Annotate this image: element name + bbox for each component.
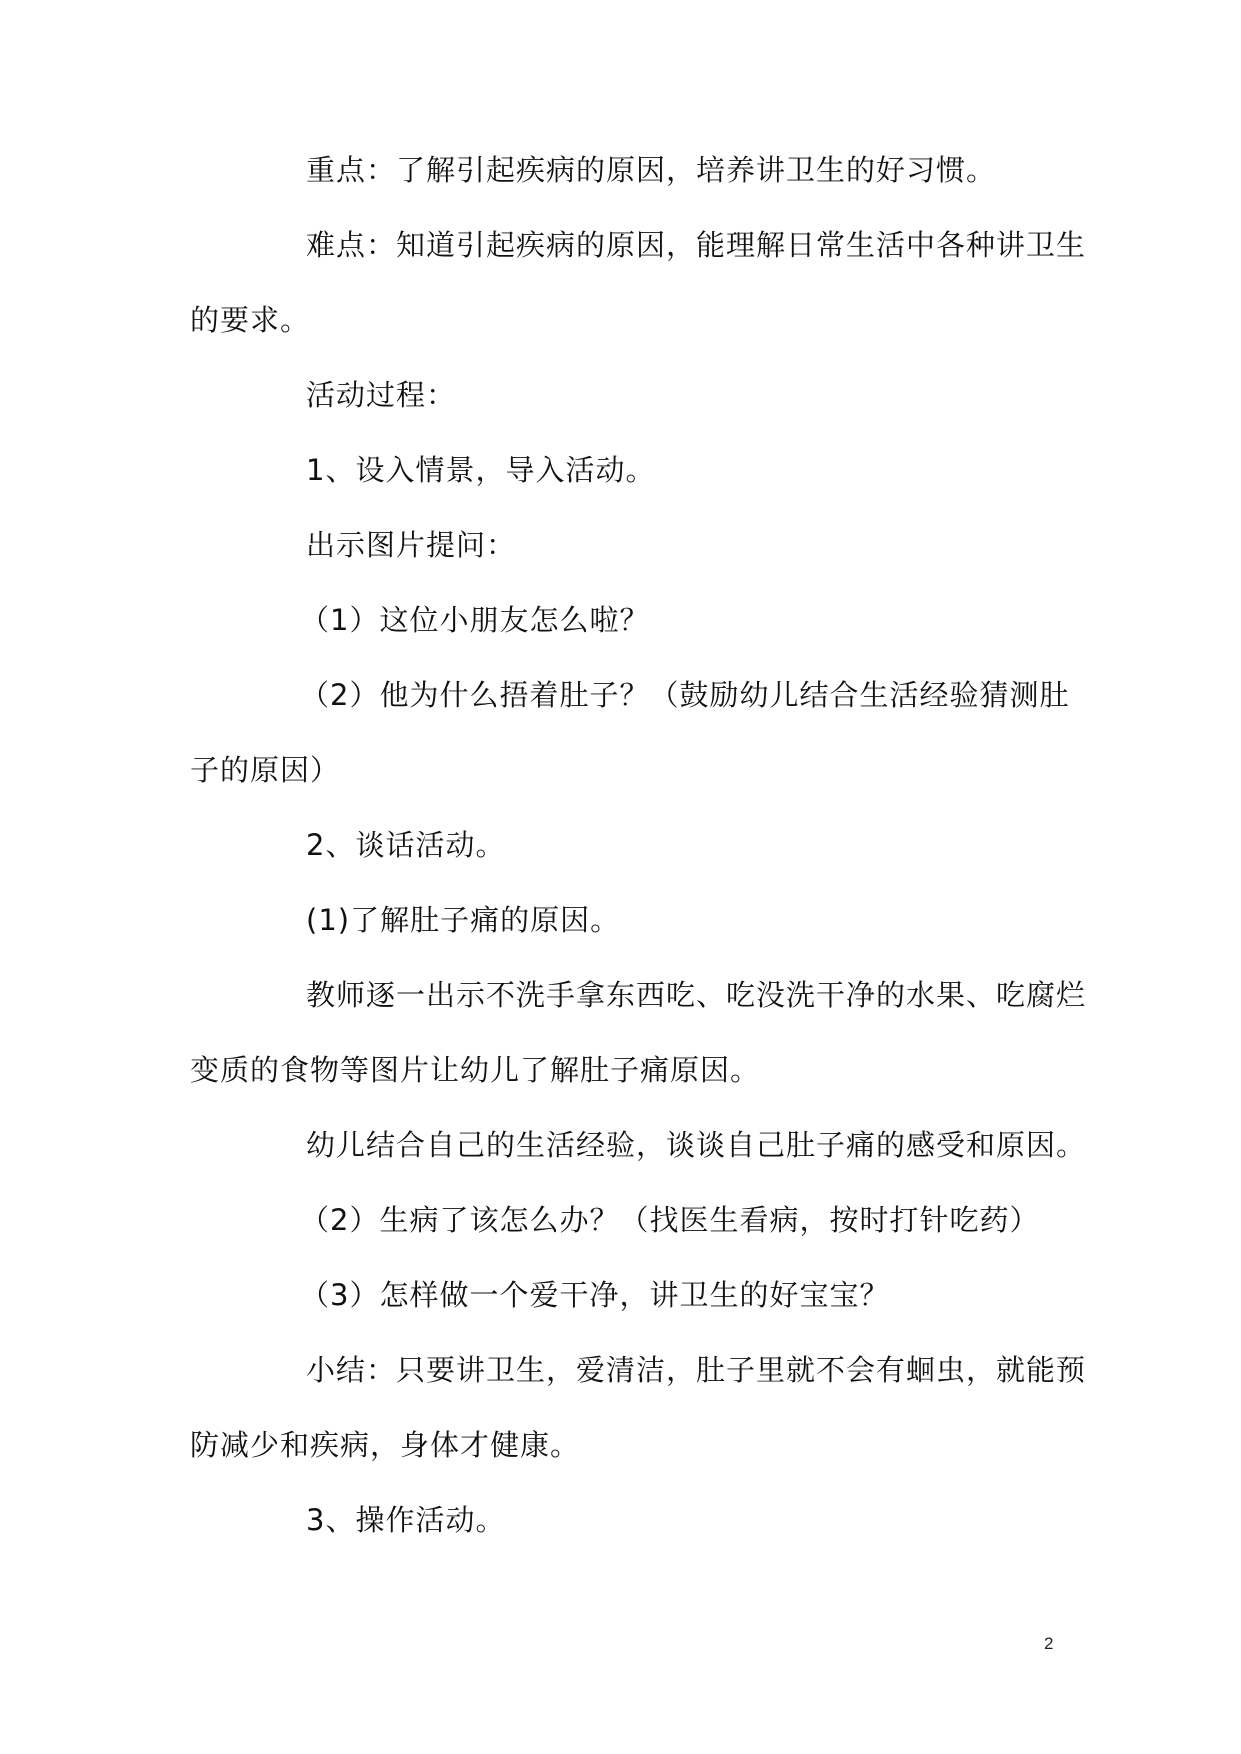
key-point-line: 重点：了解引起疾病的原因，培养讲卫生的好习惯。: [306, 153, 997, 187]
sub-item-2-line: （2）生病了该怎么办？（找医生看病，按时打针吃药）: [300, 1203, 1040, 1237]
children-discuss-line: 幼儿结合自己的生活经验，谈谈自己肚子痛的感受和原因。: [306, 1128, 1087, 1162]
show-picture-line: 出示图片提问：: [306, 528, 517, 562]
process-heading: 活动过程：: [306, 378, 457, 412]
question-2-line: （2）他为什么捂着肚子？（鼓励幼儿结合生活经验猜测肚: [300, 678, 1070, 712]
teacher-shows-line-continued: 变质的食物等图片让幼儿了解肚子痛原因。: [190, 1053, 761, 1087]
question-1-line: （1）这位小朋友怎么啦？: [300, 603, 650, 637]
teacher-shows-line: 教师逐一出示不洗手拿东西吃、吃没洗干净的水果、吃腐烂: [306, 978, 1087, 1012]
summary-line: 小结：只要讲卫生，爱清洁，肚子里就不会有蛔虫，就能预: [306, 1353, 1087, 1387]
step-3-heading: 3、操作活动。: [306, 1503, 506, 1537]
question-2-line-continued: 子的原因）: [190, 753, 341, 787]
step-1-heading: 1、设入情景，导入活动。: [306, 453, 656, 487]
step-2-heading: 2、谈话活动。: [306, 828, 506, 862]
page-number: 2: [1044, 1634, 1054, 1653]
difficulty-line-continued: 的要求。: [190, 303, 311, 337]
summary-line-continued: 防减少和疾病，身体才健康。: [190, 1428, 581, 1462]
difficulty-line: 难点：知道引起疾病的原因，能理解日常生活中各种讲卫生: [306, 228, 1087, 262]
sub-item-3-line: （3）怎样做一个爱干净，讲卫生的好宝宝？: [300, 1278, 890, 1312]
sub-item-1-line: (1)了解肚子痛的原因。: [306, 903, 621, 937]
